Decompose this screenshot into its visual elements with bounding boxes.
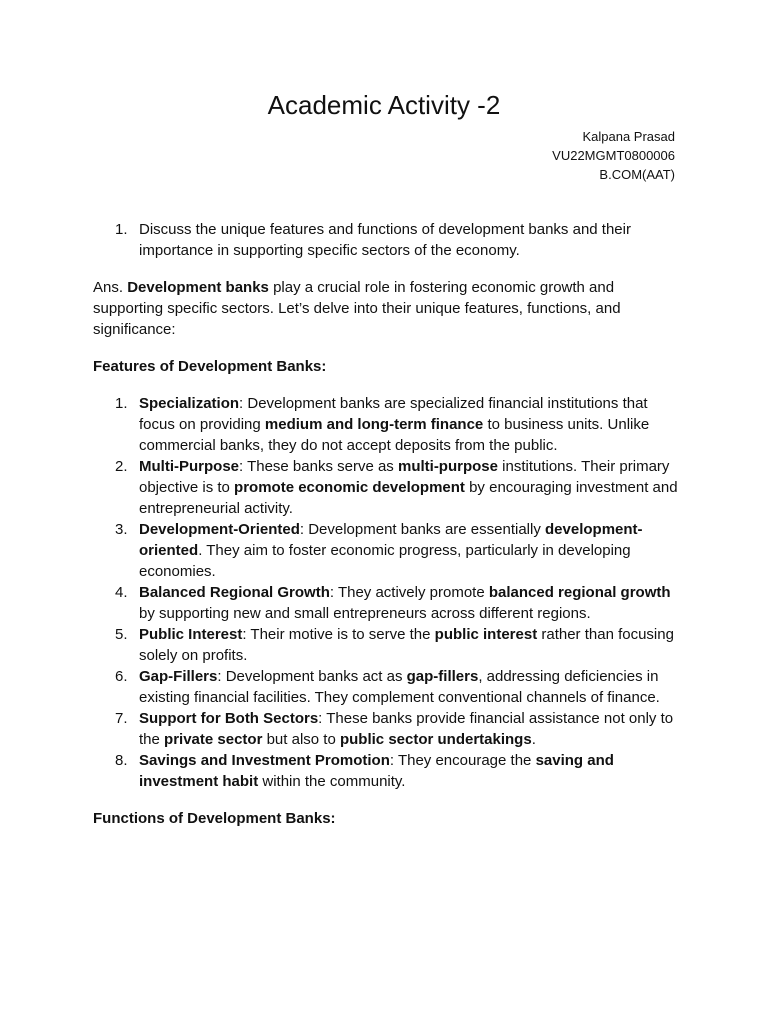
feature-bold-text: Balanced Regional Growth bbox=[139, 584, 330, 601]
feature-bold-text: Savings and Investment Promotion bbox=[139, 752, 390, 769]
feature-text: , addressing deficiencies in existing financial facilities. They complement conventional channels of finance. bbox=[139, 668, 660, 706]
feature-bold-text: gap-fillers bbox=[406, 668, 479, 685]
author-block bbox=[552, 127, 675, 184]
functions-heading: Functions of Development Banks: bbox=[93, 810, 336, 827]
feature-number: 7. bbox=[115, 710, 128, 727]
feature-item bbox=[93, 582, 683, 624]
feature-bold-text: medium and long-term finance bbox=[264, 416, 484, 433]
answer-paragraph bbox=[93, 277, 683, 340]
question-number: 1. bbox=[115, 221, 128, 238]
feature-item bbox=[93, 393, 683, 456]
feature-bold-text: development-oriented bbox=[139, 521, 643, 559]
feature-number: 1. bbox=[115, 395, 128, 412]
feature-bold-text: Public Interest bbox=[139, 626, 243, 643]
feature-text: : They encourage the bbox=[389, 752, 536, 769]
feature-bold-text: saving and investment habit bbox=[139, 752, 614, 790]
feature-bold-text: public interest bbox=[434, 626, 538, 643]
feature-text: but also to bbox=[262, 731, 340, 748]
feature-text: : Development banks are specialized financial institutions that focus on providing bbox=[139, 395, 648, 433]
feature-text: to business units. Unlike commercial banks, they do not accept deposits from the public. bbox=[139, 416, 650, 454]
feature-item bbox=[93, 624, 683, 666]
question-list bbox=[93, 219, 683, 261]
feature-bold-text: Specialization bbox=[139, 395, 240, 412]
feature-text: : Development banks act as bbox=[217, 668, 407, 685]
feature-text: : They actively promote bbox=[329, 584, 489, 601]
feature-text: : Their motive is to serve the bbox=[242, 626, 435, 643]
feature-item bbox=[93, 750, 683, 792]
feature-number: 6. bbox=[115, 668, 128, 685]
feature-bold-text: private sector bbox=[164, 731, 263, 748]
feature-bold-text: promote economic development bbox=[234, 479, 465, 496]
feature-bold-text: public sector undertakings bbox=[339, 731, 532, 748]
feature-item bbox=[93, 666, 683, 708]
document-body bbox=[93, 219, 683, 829]
document-title: Academic Activity -2 bbox=[267, 90, 501, 120]
features-heading: Features of Development Banks: bbox=[93, 358, 327, 375]
answer-text: play a crucial role in fostering economic growth and supporting specific sectors. Let’s delve into their unique features, functions, and significance: bbox=[93, 279, 621, 338]
feature-text: : Development banks are essentially bbox=[299, 521, 546, 538]
feature-bold-text: Multi-Purpose bbox=[139, 458, 239, 475]
feature-number: 2. bbox=[115, 458, 128, 475]
feature-number: 3. bbox=[115, 521, 128, 538]
author-name: Kalpana Prasad bbox=[582, 129, 675, 144]
feature-item bbox=[93, 519, 683, 582]
question-text: Discuss the unique features and functions of development banks and their importance in supporting specific sectors of the economy. bbox=[139, 221, 631, 259]
feature-bold-text: Gap-Fillers bbox=[139, 668, 218, 685]
feature-text: : These banks serve as bbox=[239, 458, 398, 475]
feature-number: 8. bbox=[115, 752, 128, 769]
feature-number: 4. bbox=[115, 584, 128, 601]
feature-text: by encouraging investment and entrepreneurial activity. bbox=[139, 479, 678, 517]
feature-text: rather than focusing solely on profits. bbox=[139, 626, 674, 664]
feature-text: by supporting new and small entrepreneurs across different regions. bbox=[139, 605, 591, 622]
question-item bbox=[93, 219, 683, 261]
feature-text: : These banks provide financial assistance not only to the bbox=[139, 710, 674, 748]
author-course: B.COM(AAT) bbox=[599, 167, 675, 182]
feature-text: within the community. bbox=[258, 773, 406, 790]
feature-text: . They aim to foster economic progress, particularly in developing economies. bbox=[139, 542, 631, 580]
feature-bold-text: balanced regional growth bbox=[488, 584, 671, 601]
feature-number: 5. bbox=[115, 626, 128, 643]
feature-item bbox=[93, 708, 683, 750]
answer-bold-term: Development banks bbox=[127, 279, 269, 296]
feature-bold-text: Development-Oriented bbox=[139, 521, 300, 538]
feature-bold-text: multi-purpose bbox=[397, 458, 498, 475]
feature-text: . bbox=[531, 731, 536, 748]
feature-text: institutions. Their primary objective is to bbox=[139, 458, 670, 496]
author-id: VU22MGMT0800006 bbox=[552, 148, 675, 163]
feature-bold-text: Support for Both Sectors bbox=[139, 710, 319, 727]
feature-item bbox=[93, 456, 683, 519]
features-list bbox=[93, 393, 683, 792]
answer-prefix: Ans. bbox=[93, 279, 128, 296]
